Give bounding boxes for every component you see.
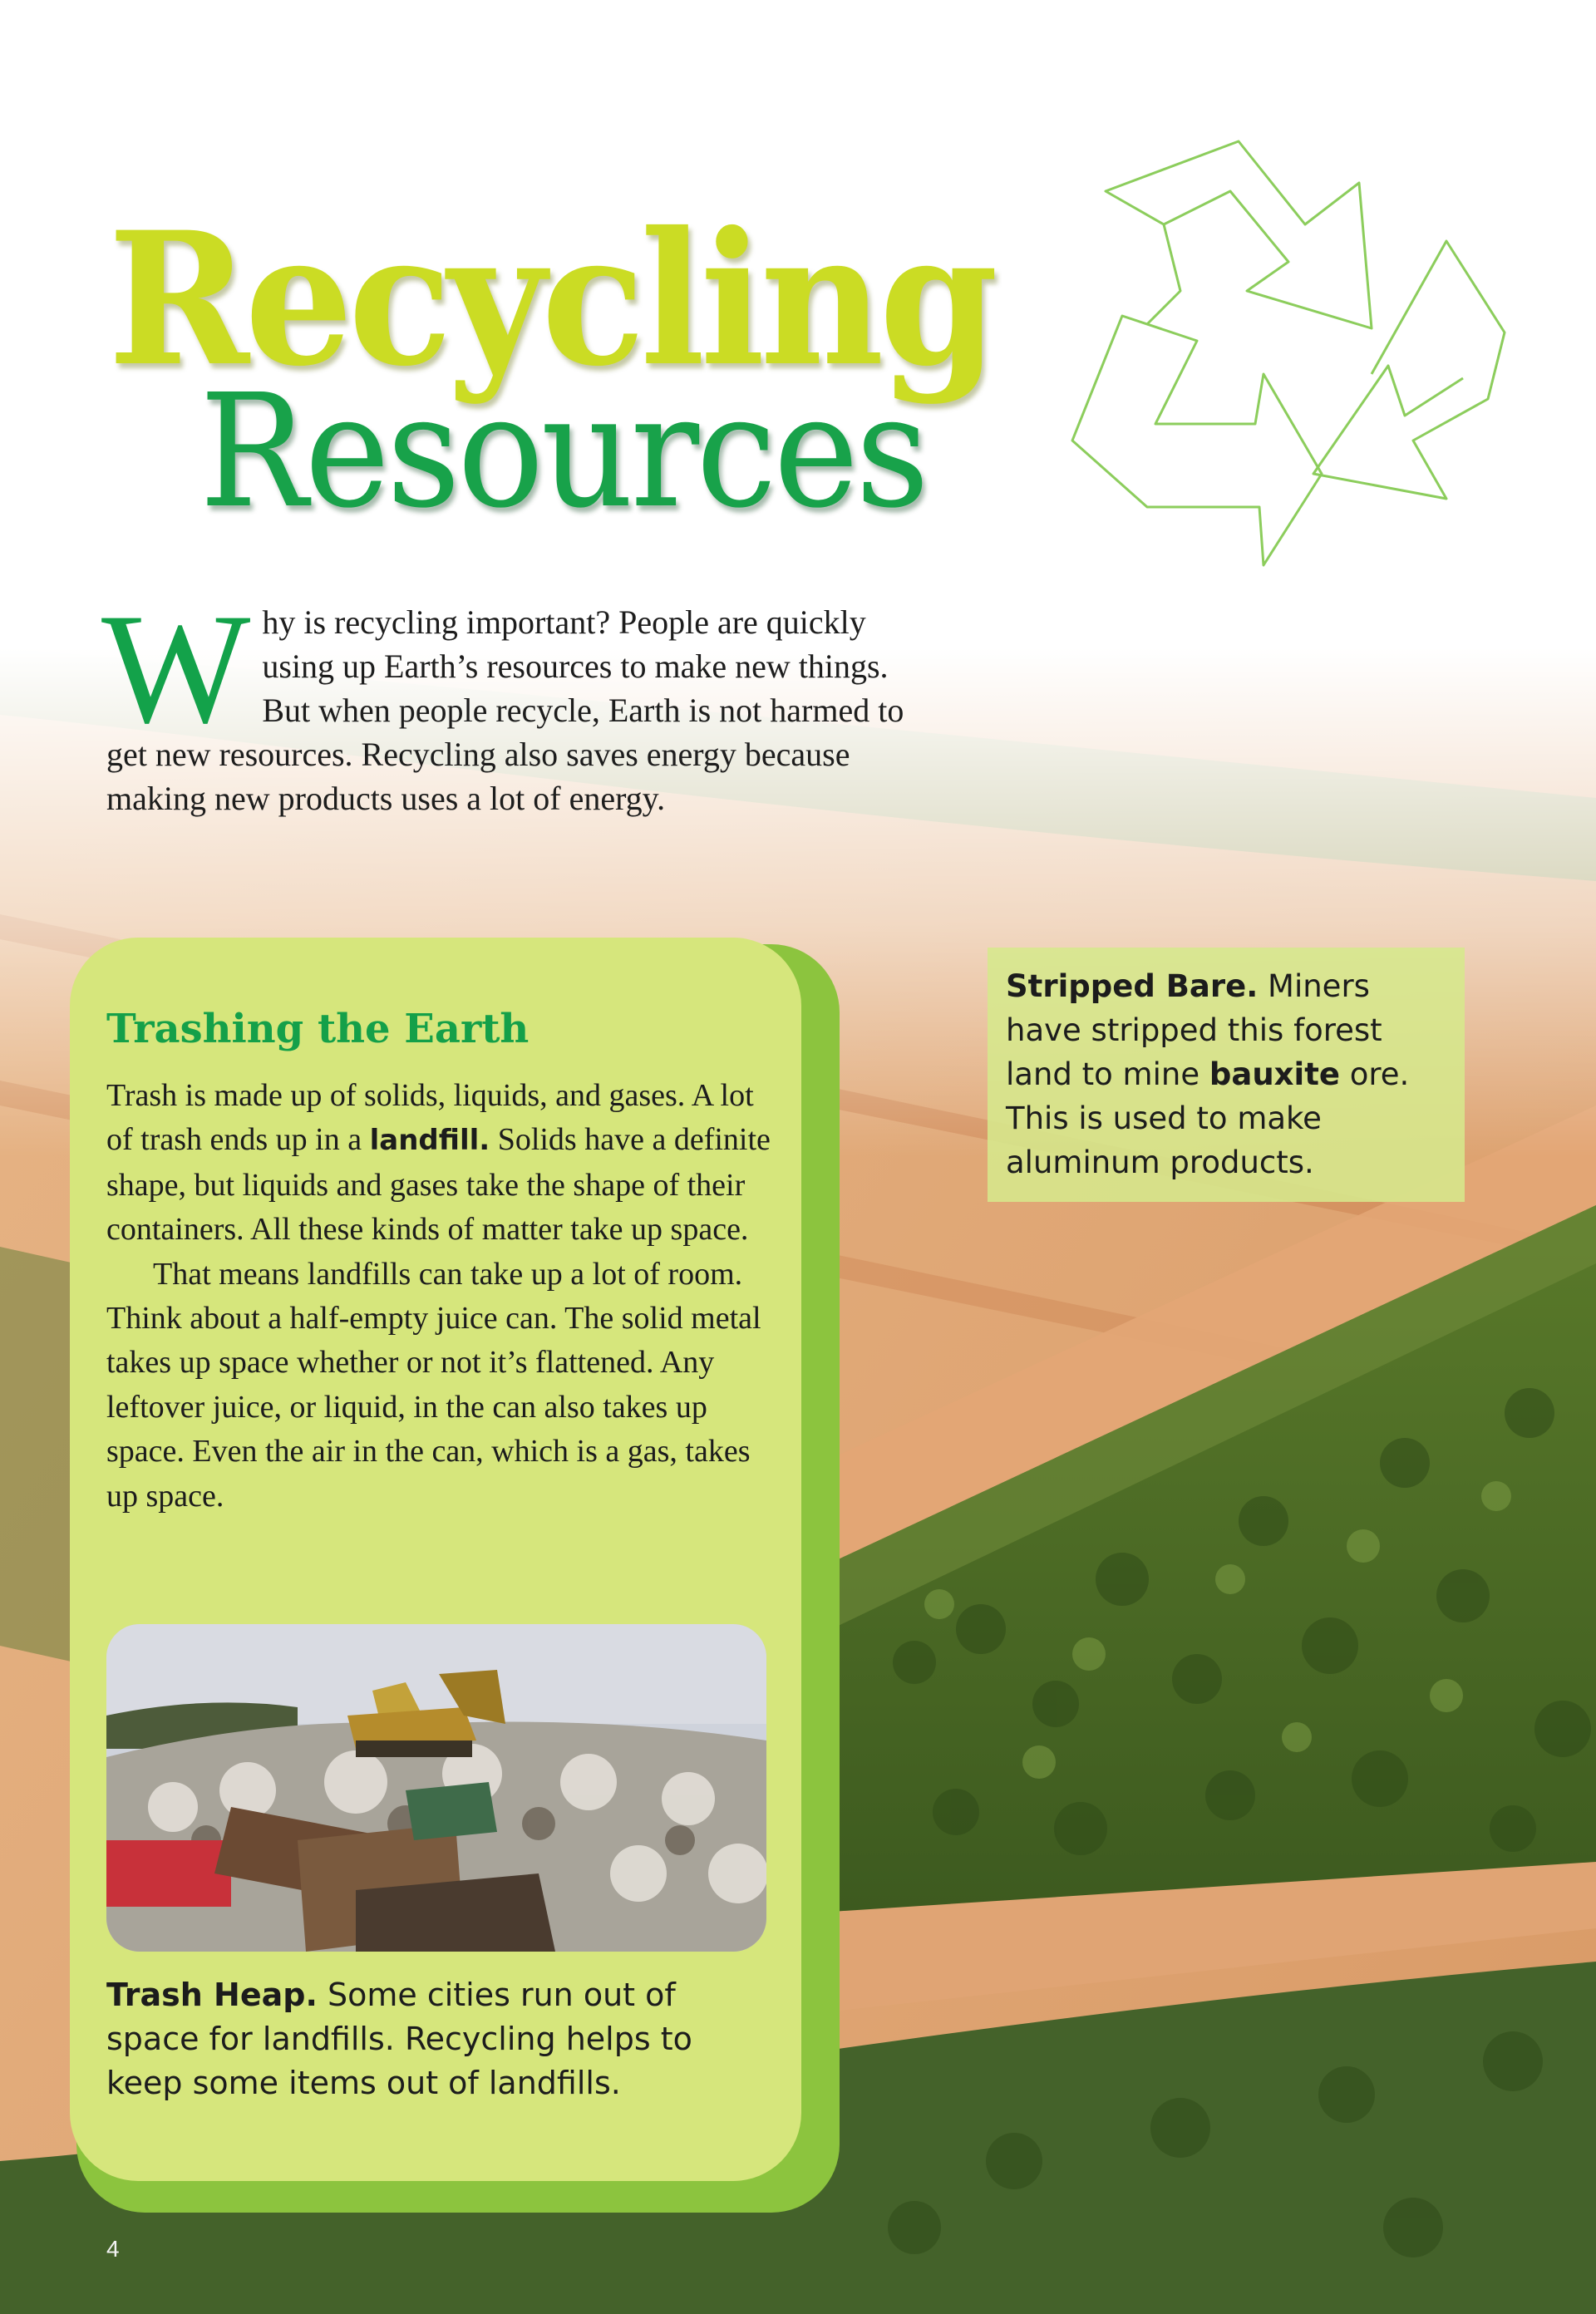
- side-caption: [1006, 964, 1455, 1184]
- page-number: 4: [106, 2236, 120, 2262]
- intro-text: hy is recycling important? People are quickly using up Earth’s resources to make new things. But when people recycle, Earth is not harmed to get new resources. Recycling also saves energy because making new products uses a lot of energy.: [106, 603, 904, 817]
- sidebar-paragraph-2: That means landfills can take up a lot of room. Think about a half-empty juice can. The solid metal takes up space whether or not it’s flattened. Any leftover juice, or liquid, in the can also takes up space. Even the air in the can, which is a gas, takes up space.: [106, 1256, 761, 1514]
- photo-caption: [106, 1973, 771, 2105]
- title-resources: Resources: [200, 361, 927, 543]
- intro-paragraph: [101, 582, 904, 820]
- side-caption-title: Stripped Bare.: [1006, 968, 1259, 1004]
- sidebar-body: [106, 1074, 771, 1519]
- recycle-icon: [1056, 125, 1521, 590]
- term-bauxite: bauxite: [1209, 1056, 1340, 1092]
- landfill-photo: [106, 1624, 766, 1952]
- side-caption-text-a: Miners have stripped this forest land to mine: [1006, 968, 1382, 1092]
- term-landfill: landfill.: [369, 1124, 490, 1158]
- sidebar-paragraph-1: [106, 1074, 771, 1253]
- drop-cap: W: [101, 582, 251, 756]
- photo-caption-text: Some cities run out of space for landfills. Recycling helps to keep some items out of landfills.: [106, 1977, 692, 2101]
- sidebar-p1-text-b: Solids have a definite shape, but liquids and gases take the shape of their containers. All these kinds of matter take up space.: [106, 1122, 771, 1248]
- sidebar-heading: Trashing the Earth: [106, 1006, 530, 1052]
- side-caption-text-b: ore. This is used to make aluminum products.: [1006, 1056, 1410, 1180]
- title-recycling: Recycling: [108, 191, 994, 406]
- sidebar-p1-text-a: Trash is made up of solids, liquids, and gases. A lot of trash ends up in a: [106, 1078, 754, 1158]
- photo-caption-title: Trash Heap.: [106, 1977, 318, 2013]
